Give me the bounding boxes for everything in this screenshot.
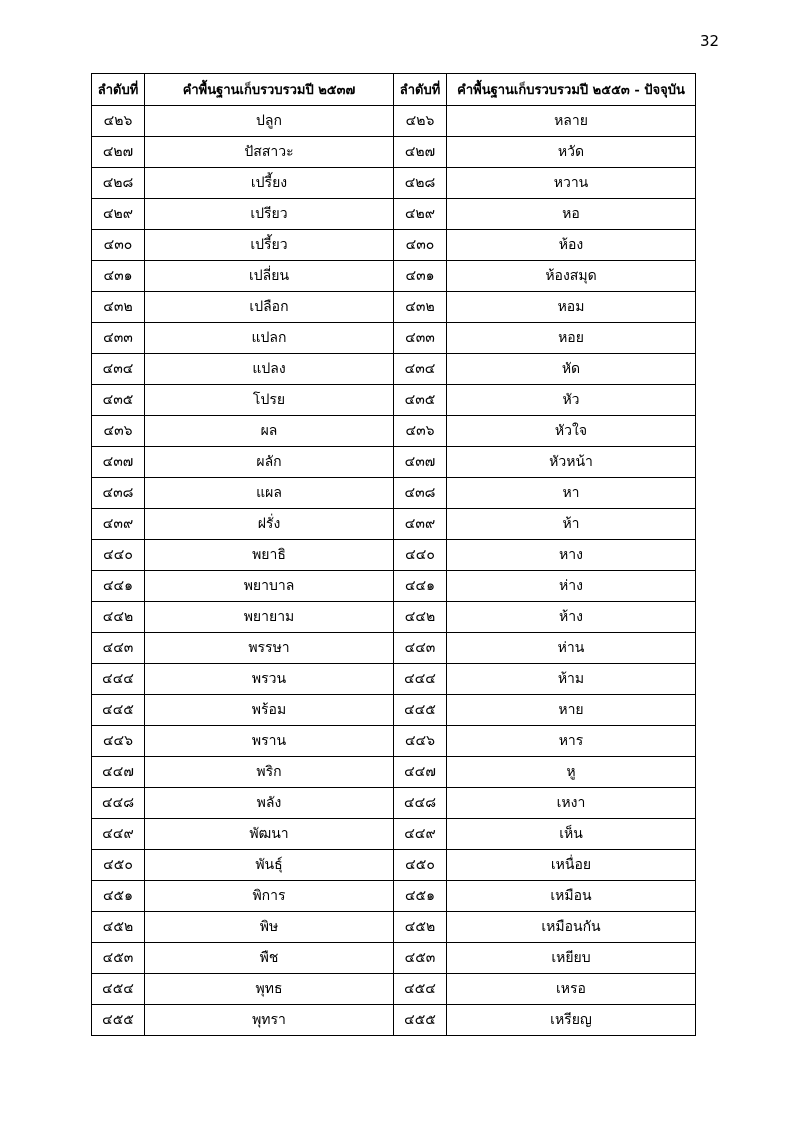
cell-word-2553: ห้าม [447,664,696,695]
word-table [91,73,696,1036]
table-row [92,602,696,633]
cell-index-right: ๔๓๒ [394,292,447,323]
header-index-left: ลำดับที่ [92,74,145,106]
table-row [92,726,696,757]
cell-index-right: ๔๔๔ [394,664,447,695]
table-row [92,912,696,943]
table-row [92,633,696,664]
cell-word-2553: เหรียญ [447,1005,696,1036]
cell-word-2537: พันธุ์ [145,850,394,881]
table-row [92,757,696,788]
cell-word-2537: พิการ [145,881,394,912]
cell-word-2553: หลาย [447,106,696,137]
cell-index-left: ๔๓๒ [92,292,145,323]
cell-word-2537: แปลง [145,354,394,385]
table-row [92,292,696,323]
cell-word-2553: หัด [447,354,696,385]
cell-word-2537: แปลก [145,323,394,354]
cell-word-2553: หัวใจ [447,416,696,447]
cell-word-2537: พรวน [145,664,394,695]
table-row [92,881,696,912]
cell-index-right: ๔๔๕ [394,695,447,726]
cell-index-right: ๔๔๘ [394,788,447,819]
table-row [92,168,696,199]
cell-word-2553: ห่าง [447,571,696,602]
cell-index-left: ๔๓๑ [92,261,145,292]
cell-word-2537: ผลัก [145,447,394,478]
cell-index-left: ๔๔๖ [92,726,145,757]
table-row [92,478,696,509]
cell-index-left: ๔๒๘ [92,168,145,199]
table-row [92,943,696,974]
cell-index-right: ๔๓๖ [394,416,447,447]
table-row [92,416,696,447]
cell-index-right: ๔๔๑ [394,571,447,602]
cell-index-right: ๔๓๕ [394,385,447,416]
cell-index-right: ๔๓๗ [394,447,447,478]
table-row [92,354,696,385]
cell-index-left: ๔๕๓ [92,943,145,974]
table-row [92,199,696,230]
cell-word-2537: โปรย [145,385,394,416]
cell-word-2537: พุทธ [145,974,394,1005]
table-row [92,137,696,168]
cell-word-2553: หาร [447,726,696,757]
cell-word-2537: เปลือก [145,292,394,323]
cell-word-2553: เหมือน [447,881,696,912]
cell-word-2537: เปรี้ยง [145,168,394,199]
cell-index-left: ๔๓๙ [92,509,145,540]
cell-word-2553: หอม [447,292,696,323]
table-body [92,106,696,1036]
cell-word-2553: เห็น [447,819,696,850]
cell-word-2537: พิษ [145,912,394,943]
cell-word-2537: พริก [145,757,394,788]
table-row [92,540,696,571]
header-words-2553: คำพื้นฐานเก็บรวบรวมปี ๒๕๕๓ - ปัจจุบัน [447,74,696,106]
table-header-row [92,74,696,106]
cell-word-2537: ฝรั่ง [145,509,394,540]
cell-index-right: ๔๓๑ [394,261,447,292]
cell-word-2553: หวัด [447,137,696,168]
cell-word-2553: ห่าน [447,633,696,664]
cell-index-left: ๔๕๑ [92,881,145,912]
cell-index-left: ๔๔๑ [92,571,145,602]
table-row [92,385,696,416]
cell-word-2537: เปลี่ยน [145,261,394,292]
cell-word-2553: เหงา [447,788,696,819]
table-row [92,695,696,726]
cell-word-2537: พยายาม [145,602,394,633]
cell-index-left: ๔๓๖ [92,416,145,447]
cell-word-2553: ห้อง [447,230,696,261]
cell-index-right: ๔๓๘ [394,478,447,509]
cell-index-right: ๔๔๙ [394,819,447,850]
cell-index-right: ๔๒๗ [394,137,447,168]
cell-word-2553: ห้าง [447,602,696,633]
cell-index-right: ๔๕๑ [394,881,447,912]
table-row [92,261,696,292]
cell-index-right: ๔๔๖ [394,726,447,757]
cell-index-left: ๔๔๙ [92,819,145,850]
cell-index-left: ๔๔๒ [92,602,145,633]
cell-word-2553: หา [447,478,696,509]
cell-index-left: ๔๓๗ [92,447,145,478]
cell-index-left: ๔๔๐ [92,540,145,571]
cell-index-left: ๔๓๓ [92,323,145,354]
cell-word-2553: เหมือนกัน [447,912,696,943]
cell-word-2553: เหรอ [447,974,696,1005]
header-words-2537: คำพื้นฐานเก็บรวบรวมปี ๒๕๓๗ [145,74,394,106]
cell-index-left: ๔๓๔ [92,354,145,385]
cell-index-left: ๔๒๖ [92,106,145,137]
cell-word-2537: เปรียว [145,199,394,230]
cell-index-left: ๔๔๓ [92,633,145,664]
cell-word-2537: พุทรา [145,1005,394,1036]
cell-index-right: ๔๔๓ [394,633,447,664]
cell-word-2537: ผล [145,416,394,447]
cell-index-right: ๔๓๓ [394,323,447,354]
cell-word-2537: พืช [145,943,394,974]
cell-index-left: ๔๓๐ [92,230,145,261]
cell-index-left: ๔๒๙ [92,199,145,230]
cell-index-left: ๔๔๔ [92,664,145,695]
cell-word-2553: ห้า [447,509,696,540]
cell-index-left: ๔๕๐ [92,850,145,881]
cell-index-right: ๔๔๗ [394,757,447,788]
cell-index-left: ๔๕๒ [92,912,145,943]
cell-word-2537: พรรษา [145,633,394,664]
cell-word-2553: หอย [447,323,696,354]
page-number: 32 [700,32,720,50]
cell-index-left: ๔๓๕ [92,385,145,416]
cell-word-2553: หวาน [447,168,696,199]
table-row [92,850,696,881]
cell-index-left: ๔๔๗ [92,757,145,788]
table-row [92,819,696,850]
table-row [92,1005,696,1036]
cell-word-2553: หัวหน้า [447,447,696,478]
cell-index-right: ๔๓๙ [394,509,447,540]
table-row [92,230,696,261]
cell-index-right: ๔๒๙ [394,199,447,230]
cell-index-left: ๔๔๘ [92,788,145,819]
cell-word-2553: ห้องสมุด [447,261,696,292]
cell-word-2553: เหยียบ [447,943,696,974]
cell-index-right: ๔๒๖ [394,106,447,137]
cell-word-2537: เปรี้ยว [145,230,394,261]
cell-index-right: ๔๕๕ [394,1005,447,1036]
cell-index-right: ๔๔๒ [394,602,447,633]
cell-index-right: ๔๒๘ [394,168,447,199]
cell-word-2537: ปัสสาวะ [145,137,394,168]
cell-index-left: ๔๕๕ [92,1005,145,1036]
cell-index-right: ๔๓๐ [394,230,447,261]
cell-index-right: ๔๔๐ [394,540,447,571]
cell-index-left: ๔๔๕ [92,695,145,726]
cell-word-2537: พยาบาล [145,571,394,602]
table-row [92,571,696,602]
cell-word-2537: ปลูก [145,106,394,137]
cell-index-left: ๔๕๔ [92,974,145,1005]
cell-word-2537: แผล [145,478,394,509]
table-row [92,664,696,695]
cell-word-2553: เหนื่อย [447,850,696,881]
cell-word-2537: พยาธิ [145,540,394,571]
cell-word-2537: พร้อม [145,695,394,726]
cell-word-2553: หอ [447,199,696,230]
cell-index-right: ๔๕๒ [394,912,447,943]
cell-index-left: ๔๓๘ [92,478,145,509]
table-row [92,447,696,478]
table-row [92,106,696,137]
cell-word-2553: หัว [447,385,696,416]
table-row [92,323,696,354]
table-row [92,974,696,1005]
cell-word-2537: พราน [145,726,394,757]
cell-index-right: ๔๓๔ [394,354,447,385]
cell-index-right: ๔๕๓ [394,943,447,974]
cell-index-left: ๔๒๗ [92,137,145,168]
cell-index-right: ๔๕๐ [394,850,447,881]
table-row [92,788,696,819]
cell-index-right: ๔๕๔ [394,974,447,1005]
cell-word-2553: หู [447,757,696,788]
cell-word-2537: พัฒนา [145,819,394,850]
cell-word-2537: พลัง [145,788,394,819]
table-row [92,509,696,540]
cell-word-2553: หาย [447,695,696,726]
cell-word-2553: หาง [447,540,696,571]
header-index-right: ลำดับที่ [394,74,447,106]
